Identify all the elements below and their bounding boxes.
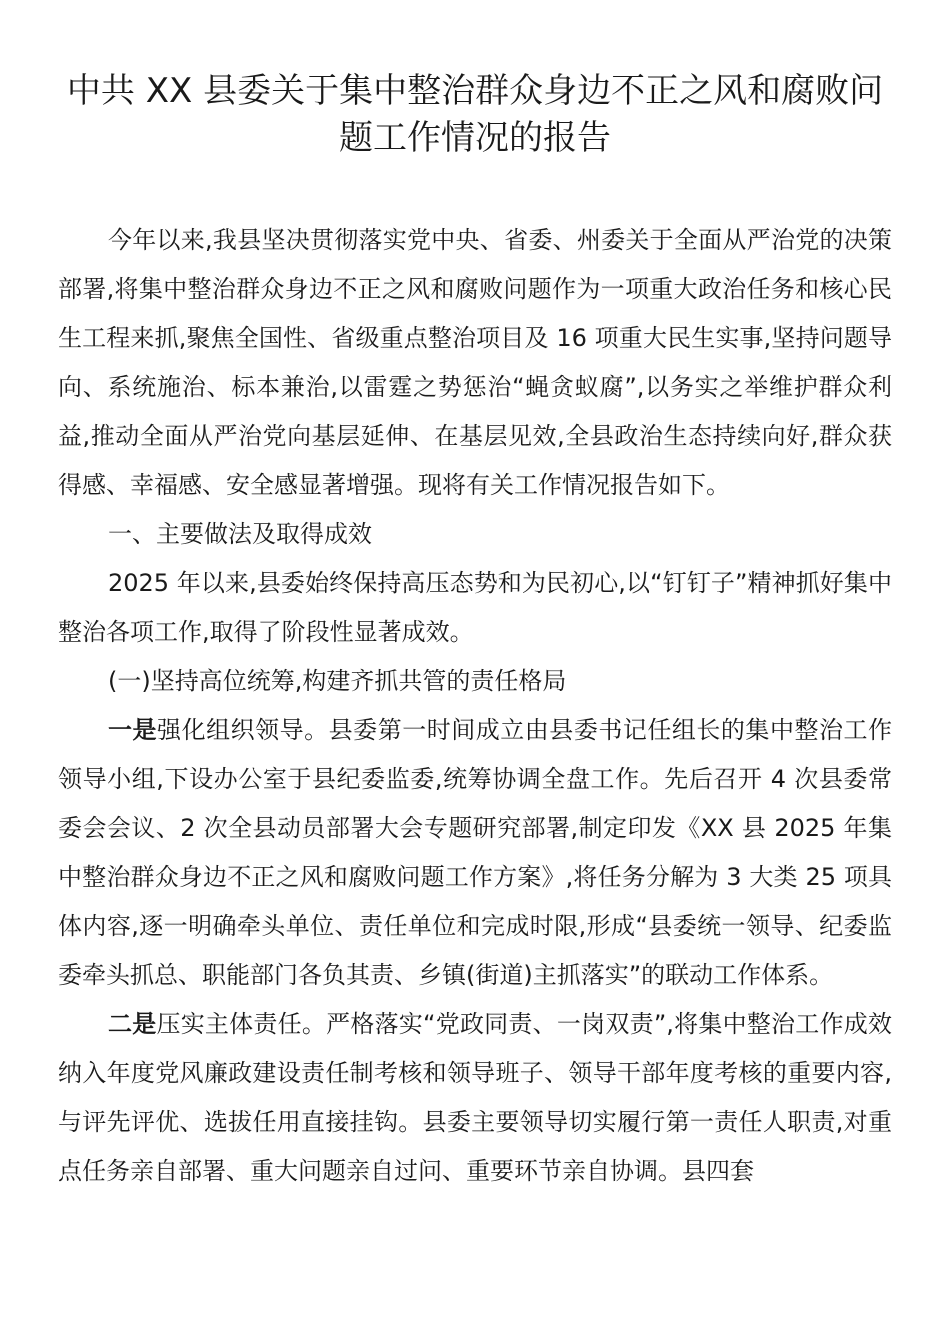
paragraph-point-2 (58, 1000, 892, 1196)
paragraph-intro (58, 216, 892, 510)
paragraph-point-1 (58, 706, 892, 1000)
paragraph-text: (一)坚持高位统筹,构建齐抓共管的责任格局 (108, 667, 567, 695)
paragraph-text: 2025 年以来,县委始终保持高压态势和为民初心,以“钉钉子”精神抓好集中整治各项工作,取得了阶段性显著成效。 (58, 569, 892, 646)
subsection-heading-1 (58, 657, 892, 706)
paragraph-lead: 一是 (108, 716, 158, 744)
paragraph-text: 强化组织领导。县委第一时间成立由县委书记任组长的集中整治工作领导小组,下设办公室于县纪委监委,统筹协调全盘工作。先后召开 4 次县委常委会会议、2 次全县动员部署大会专题研究部署,制定印发《XX 县 2025 年集中整治群众身边不正之风和腐败问题工作方案》,将任务分解为 3 大类 25 项具体内容,逐一明确牵头单位、责任单位和完成时限,形成“县委统一领导、纪委监委牵头抓总、职能部门各负其责、乡镇(街道)主抓落实”的联动工作体系。 (58, 716, 893, 989)
paragraph-lead: 二是 (108, 1010, 157, 1038)
paragraph-text: 压实主体责任。严格落实“党政同责、一岗双责”,将集中整治工作成效纳入年度党风廉政建设责任制考核和领导班子、领导干部年度考核的重要内容,与评先评优、选拔任用直接挂钩。县委主要领导切实履行第一责任人职责,对重点任务亲自部署、重大问题亲自过问、重要环节亲自协调。县四套 (58, 1010, 892, 1185)
document-title: 中共 XX 县委关于集中整治群众身边不正之风和腐败问题工作情况的报告 (66, 71, 884, 158)
paragraph-summary (58, 559, 892, 657)
paragraph-text: 今年以来,我县坚决贯彻落实党中央、省委、州委关于全面从严治党的决策部署,将集中整治群众身边不正之风和腐败问题作为一项重大政治任务和核心民生工程来抓,聚焦全国性、省级重点整治项目及 16 项重大民生实事,坚持问题导向、系统施治、标本兼治,以雷霆之势惩治“蝇贪蚁腐”,以务实之举维护群众利益,推动全面从严治党向基层延伸、在基层见效,全县政治生态持续向好,群众获得感、幸福感、安全感显著增强。现将有关工作情况报告如下。 (58, 226, 892, 499)
section-heading-1 (58, 510, 892, 559)
document-body (58, 216, 892, 1196)
paragraph-text: 一、主要做法及取得成效 (108, 520, 372, 548)
